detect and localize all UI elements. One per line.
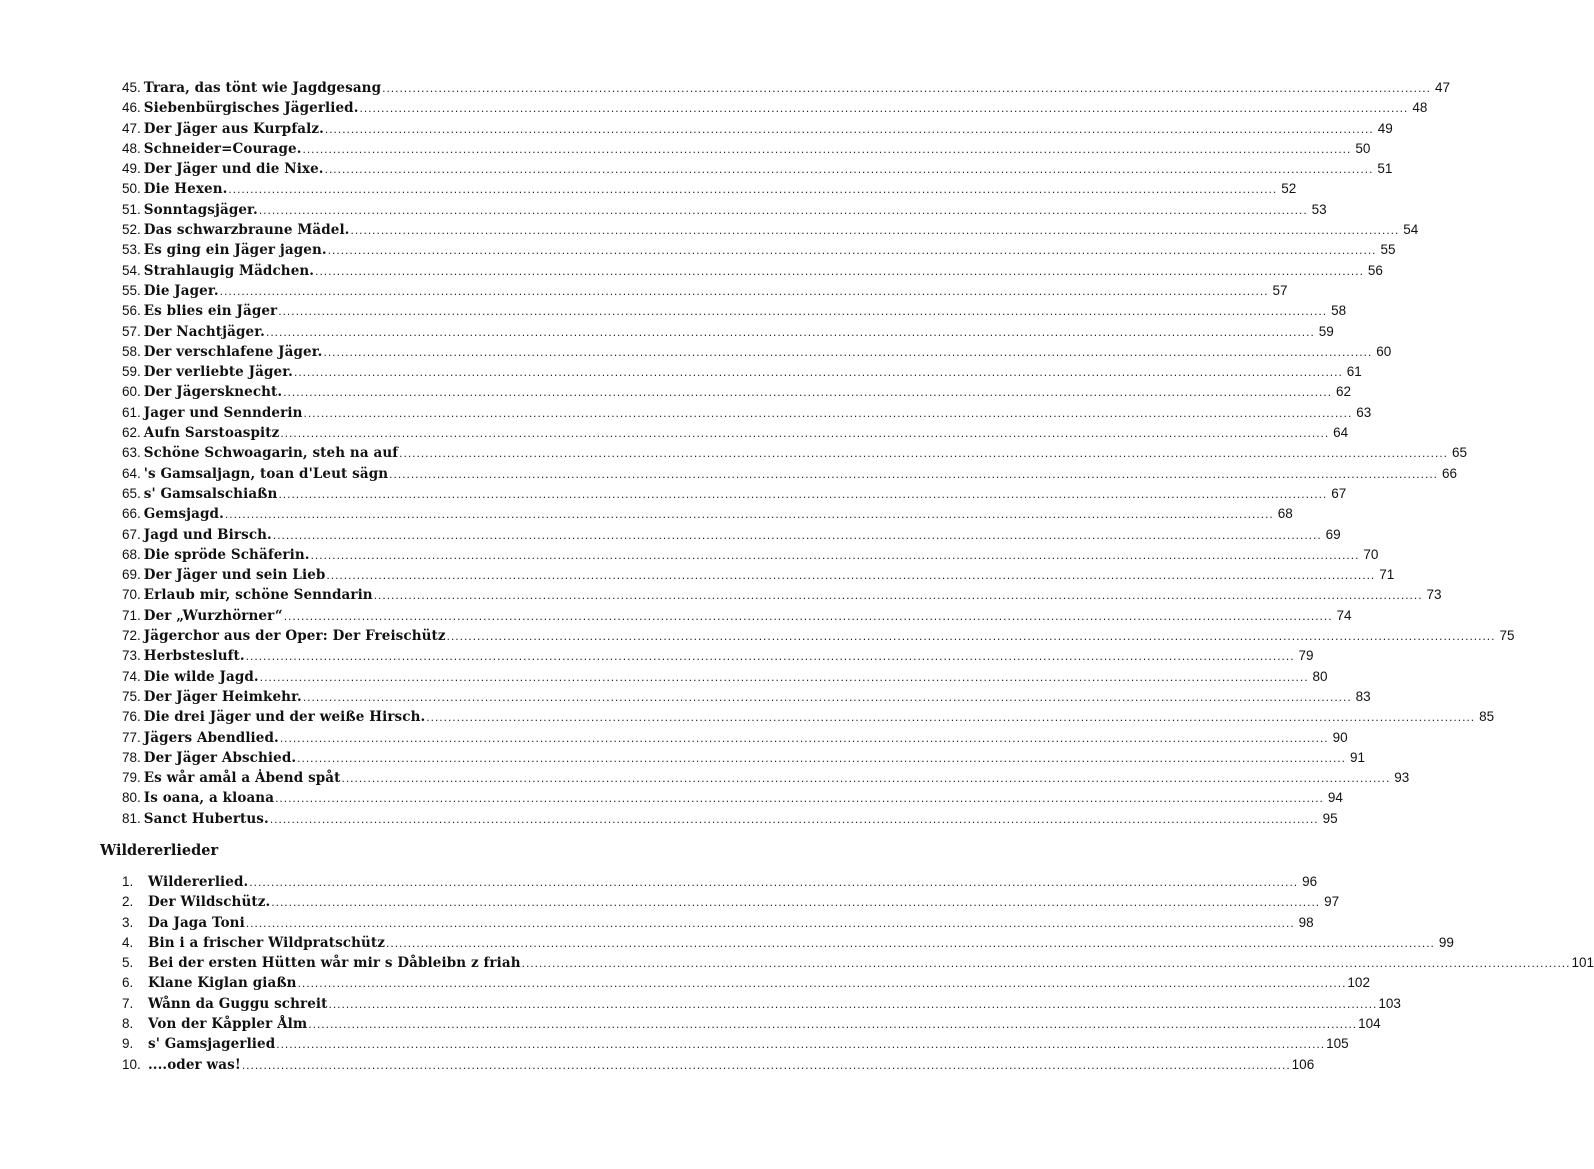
- toc-entry: [122, 872, 1318, 892]
- entry-page-number: 63: [1356, 404, 1372, 420]
- entry-page-number: 74: [1336, 607, 1352, 623]
- entry-number: 56.: [122, 303, 141, 319]
- entry-number: 7.: [122, 995, 134, 1011]
- toc-entry: [122, 809, 1338, 829]
- entry-page-number: 105: [1326, 1036, 1349, 1052]
- entry-title: Der Wildschütz.: [148, 894, 271, 911]
- entry-title: s' Gamsjagerlied: [148, 1036, 276, 1053]
- toc-entry: [122, 504, 1293, 524]
- toc-entry: [122, 973, 1370, 993]
- entry-number: 10.: [122, 1056, 141, 1072]
- toc-entry: [122, 585, 1442, 605]
- entry-title: Jägerchor aus der Oper: Der Freischütz: [143, 628, 446, 645]
- entry-number: 52.: [122, 222, 141, 238]
- toc-entry: [122, 545, 1379, 565]
- toc-entry: [122, 261, 1383, 281]
- dot-leader: [522, 953, 1571, 973]
- entry-number: 65.: [122, 485, 141, 501]
- entry-page-number: 103: [1378, 995, 1401, 1011]
- dot-leader: [266, 322, 1315, 342]
- dot-leader: [360, 98, 1409, 118]
- entry-number: 53.: [122, 242, 141, 258]
- dot-leader: [271, 892, 1320, 912]
- entry-title: Die drei Jäger und der weiße Hirsch.: [143, 709, 426, 726]
- entry-title: Die wilde Jagd.: [143, 668, 259, 685]
- toc-entry: [122, 748, 1365, 768]
- entry-number: 66.: [122, 506, 141, 522]
- toc-entry: [122, 443, 1467, 463]
- entry-page-number: 83: [1355, 688, 1371, 704]
- entry-page-number: 50: [1355, 140, 1371, 156]
- toc-entry: [122, 728, 1348, 748]
- toc-entry: [122, 892, 1340, 912]
- entry-number: 60.: [122, 384, 141, 400]
- section-heading: Wildererlieder: [100, 842, 219, 859]
- entry-title: Erlaub mir, schöne Senndarin: [143, 587, 373, 604]
- entry-page-number: 90: [1332, 729, 1348, 745]
- entry-page-number: 64: [1333, 425, 1349, 441]
- entry-title: Der Jäger und sein Lieb: [143, 567, 326, 584]
- entry-page-number: 101: [1571, 955, 1594, 971]
- entry-page-number: 106: [1291, 1056, 1315, 1072]
- dot-leader: [270, 809, 1319, 829]
- entry-page-number: 94: [1327, 790, 1343, 806]
- entry-number: 1.: [122, 874, 134, 889]
- entry-number: 50.: [122, 181, 141, 197]
- dot-leader: [323, 342, 1372, 362]
- entry-page-number: 93: [1394, 770, 1410, 786]
- dot-leader: [382, 78, 1431, 98]
- toc-entry: [122, 342, 1392, 362]
- entry-number: 2.: [122, 894, 134, 910]
- entry-page-number: 96: [1302, 874, 1318, 889]
- entry-title: Herbstesluft.: [143, 648, 245, 665]
- dot-leader: [326, 565, 1375, 585]
- dot-leader: [303, 139, 1352, 159]
- entry-title: Der verliebte Jäger.: [143, 364, 293, 381]
- entry-title: Es ging ein Jäger jagen.: [143, 242, 327, 259]
- entry-page-number: 55: [1380, 242, 1396, 258]
- toc-entry: [122, 1034, 1349, 1054]
- entry-number: 54.: [122, 262, 141, 278]
- entry-page-number: 102: [1347, 975, 1370, 991]
- entry-title: 's Gamsaljagn, toan d'Leut sägn: [143, 465, 389, 482]
- entry-number: 48.: [122, 140, 141, 156]
- entry-title: Das schwarzbraune Mädel.: [143, 222, 350, 239]
- entry-title: Schneider=Courage.: [143, 140, 302, 157]
- dot-leader: [278, 484, 1327, 504]
- entry-number: 5.: [122, 955, 134, 971]
- toc-entry: [122, 78, 1450, 98]
- entry-number: 47.: [122, 120, 141, 136]
- entry-number: 51.: [122, 201, 141, 217]
- toc-entry: [122, 119, 1393, 139]
- dot-leader: [447, 626, 1496, 646]
- dot-leader: [351, 220, 1400, 240]
- entry-page-number: 65: [1451, 445, 1467, 461]
- entry-number: 68.: [122, 546, 141, 562]
- toc-entry: [122, 1055, 1315, 1075]
- entry-title: s' Gamsalschiaßn: [143, 485, 278, 502]
- entry-title: Der „Wurzhörner“: [143, 607, 283, 624]
- entry-number: 75.: [122, 688, 141, 704]
- entry-title: Strahlaugig Mädchen.: [143, 262, 315, 279]
- toc-entry: [122, 98, 1428, 118]
- dot-leader: [399, 443, 1448, 463]
- dot-leader: [325, 159, 1374, 179]
- entry-number: 8.: [122, 1016, 134, 1032]
- entry-page-number: 62: [1336, 384, 1352, 400]
- entry-title: Wildererlied.: [148, 874, 249, 890]
- entry-number: 81.: [122, 810, 141, 826]
- dot-leader: [374, 585, 1423, 605]
- entry-page-number: 80: [1312, 668, 1328, 684]
- toc-list-jaegerlieder: [122, 78, 1515, 829]
- dot-leader: [242, 1055, 1291, 1075]
- entry-number: 58.: [122, 343, 141, 359]
- toc-entry: [122, 626, 1515, 646]
- entry-title: Der Jäger aus Kurpfalz.: [143, 120, 324, 137]
- entry-number: 45.: [122, 80, 141, 95]
- entry-page-number: 85: [1479, 709, 1495, 725]
- entry-number: 3.: [122, 914, 134, 930]
- dot-leader: [259, 200, 1308, 220]
- entry-number: 70.: [122, 587, 141, 603]
- toc-entry: [122, 403, 1372, 423]
- entry-number: 55.: [122, 282, 141, 298]
- entry-title: Schöne Schwoagarin, steh na auf: [143, 445, 399, 462]
- entry-page-number: 61: [1346, 364, 1362, 380]
- dot-leader: [315, 261, 1364, 281]
- dot-leader: [228, 179, 1277, 199]
- entry-title: Der Nachtjäger.: [143, 323, 265, 340]
- entry-title: Die Jager.: [143, 282, 219, 299]
- dot-leader: [246, 913, 1295, 933]
- entry-page-number: 60: [1376, 343, 1392, 359]
- entry-title: Sanct Hubertus.: [143, 810, 269, 827]
- entry-title: Die spröde Schäferin.: [143, 546, 310, 563]
- entry-title: Jägers Abendlied.: [143, 729, 279, 746]
- entry-title: Siebenbürgisches Jägerlied.: [143, 100, 359, 117]
- entry-number: 57.: [122, 323, 141, 339]
- toc-entry: [122, 362, 1362, 382]
- entry-number: 62.: [122, 425, 141, 441]
- entry-number: 49.: [122, 161, 141, 177]
- dot-leader: [298, 973, 1347, 993]
- entry-page-number: 104: [1358, 1016, 1381, 1032]
- dot-leader: [273, 525, 1322, 545]
- dot-leader: [303, 687, 1352, 707]
- toc-entry: [122, 913, 1314, 933]
- entry-page-number: 48: [1412, 100, 1428, 116]
- entry-title: ....oder was!: [148, 1056, 241, 1073]
- toc-entry: [122, 606, 1352, 626]
- toc-entry: [122, 484, 1347, 504]
- toc-entry: [122, 768, 1410, 788]
- entry-number: 73.: [122, 648, 141, 664]
- entry-title: Es wår amål a Ȧbend spåt: [143, 770, 341, 787]
- toc-entry: [122, 707, 1495, 727]
- entry-page-number: 49: [1377, 120, 1393, 136]
- entry-number: 9.: [122, 1036, 134, 1052]
- toc-entry: [122, 464, 1457, 484]
- dot-leader: [342, 768, 1391, 788]
- entry-number: 46.: [122, 100, 141, 116]
- dot-leader: [325, 119, 1374, 139]
- toc-entry: [122, 322, 1334, 342]
- entry-page-number: 54: [1403, 222, 1419, 238]
- dot-leader: [225, 504, 1274, 524]
- entry-page-number: 75: [1499, 628, 1515, 644]
- entry-title: Trara, das tönt wie Jagdgesang: [143, 80, 382, 96]
- entry-title: Bei der ersten Hütten wår mir s Dåbleibn z friah: [148, 955, 521, 972]
- dot-leader: [278, 301, 1327, 321]
- toc-entry: [122, 179, 1297, 199]
- entry-number: 67.: [122, 526, 141, 542]
- entry-title: Aufn Sarstoaspitz: [143, 425, 280, 442]
- entry-title: Der Jäger und die Nixe.: [143, 161, 324, 178]
- entry-page-number: 99: [1438, 934, 1454, 950]
- toc-entry: [122, 423, 1349, 443]
- dot-leader: [260, 667, 1309, 687]
- entry-number: 77.: [122, 729, 141, 745]
- entry-number: 79.: [122, 770, 141, 786]
- entry-title: Bin i a frischer Wildpratschütz: [148, 934, 386, 951]
- entry-title: Is oana, a kloana: [143, 790, 275, 807]
- entry-page-number: 68: [1277, 506, 1293, 522]
- entry-title: Gemsjagd.: [143, 506, 224, 523]
- entry-title: Der Jäger Heimkehr.: [143, 688, 302, 705]
- entry-title: Klane Kiglan giaßn: [148, 975, 297, 992]
- dot-leader: [386, 933, 1435, 953]
- entry-title: Der Jäger Abschied.: [143, 749, 297, 766]
- entry-number: 4.: [122, 934, 134, 950]
- entry-title: Jager und Sennderin: [143, 404, 303, 421]
- entry-page-number: 73: [1426, 587, 1442, 603]
- toc-entry: [122, 159, 1393, 179]
- entry-page-number: 97: [1324, 894, 1340, 910]
- dot-leader: [328, 240, 1377, 260]
- entry-number: 69.: [122, 567, 141, 583]
- toc-entry: [122, 994, 1401, 1014]
- entry-page-number: 91: [1349, 749, 1365, 765]
- dot-leader: [280, 728, 1329, 748]
- toc-entry: [122, 382, 1352, 402]
- dot-leader: [246, 646, 1295, 666]
- toc-entry: [122, 301, 1347, 321]
- entry-page-number: 69: [1325, 526, 1341, 542]
- dot-leader: [283, 382, 1332, 402]
- dot-leader: [249, 872, 1298, 892]
- toc-entry: [122, 646, 1314, 666]
- entry-page-number: 47: [1434, 80, 1450, 95]
- toc-list-wildererlieder: [122, 872, 1594, 1075]
- entry-number: 78.: [122, 749, 141, 765]
- entry-number: 63.: [122, 445, 141, 461]
- dot-leader: [308, 1014, 1357, 1034]
- dot-leader: [329, 994, 1378, 1014]
- entry-number: 80.: [122, 790, 141, 806]
- entry-number: 72.: [122, 628, 141, 644]
- entry-page-number: 57: [1272, 282, 1288, 298]
- entry-number: 6.: [122, 975, 134, 991]
- entry-title: Es blies ein Jäger: [143, 303, 278, 320]
- entry-number: 61.: [122, 404, 141, 420]
- entry-title: Die Hexen.: [143, 181, 228, 198]
- dot-leader: [303, 403, 1352, 423]
- entry-page-number: 58: [1331, 303, 1347, 319]
- dot-leader: [276, 1034, 1325, 1054]
- entry-page-number: 71: [1379, 567, 1395, 583]
- toc-entry: [122, 200, 1327, 220]
- dot-leader: [294, 362, 1343, 382]
- entry-page-number: 70: [1363, 546, 1379, 562]
- entry-number: 76.: [122, 709, 141, 725]
- toc-entry: [122, 788, 1343, 808]
- toc-entry: [122, 667, 1328, 687]
- toc-entry: [122, 933, 1454, 953]
- toc-entry: [122, 1014, 1381, 1034]
- entry-page-number: 59: [1318, 323, 1334, 339]
- toc-entry: [122, 281, 1288, 301]
- dot-leader: [220, 281, 1269, 301]
- entry-title: Der Jägersknecht.: [143, 384, 283, 401]
- dot-leader: [389, 464, 1438, 484]
- toc-entry: [122, 525, 1341, 545]
- entry-title: Von der Kåppler Ålm: [148, 1016, 308, 1033]
- dot-leader: [280, 423, 1329, 443]
- toc-entry: [122, 240, 1396, 260]
- toc-entry: [122, 139, 1371, 159]
- dot-leader: [275, 788, 1324, 808]
- entry-page-number: 51: [1377, 161, 1393, 177]
- entry-page-number: 56: [1367, 262, 1383, 278]
- entry-title: Da Jaga Toni: [148, 914, 245, 931]
- entry-title: Sonntagsjäger.: [143, 201, 258, 218]
- entry-number: 59.: [122, 364, 141, 380]
- dot-leader: [311, 545, 1360, 565]
- entry-page-number: 98: [1298, 914, 1314, 930]
- entry-number: 71.: [122, 607, 141, 623]
- entry-number: 74.: [122, 668, 141, 684]
- dot-leader: [284, 606, 1333, 626]
- entry-number: 64.: [122, 465, 141, 481]
- entry-title: Der verschlafene Jäger.: [143, 343, 323, 360]
- toc-entry: [122, 953, 1594, 973]
- entry-page-number: 67: [1331, 485, 1347, 501]
- entry-page-number: 53: [1311, 201, 1327, 217]
- entry-page-number: 79: [1298, 648, 1314, 664]
- entry-title: Wånn da Guggu schreit: [148, 995, 328, 1012]
- entry-page-number: 52: [1281, 181, 1297, 197]
- entry-page-number: 95: [1322, 810, 1338, 826]
- toc-entry: [122, 687, 1371, 707]
- entry-page-number: 66: [1441, 465, 1457, 481]
- toc-entry: [122, 565, 1395, 585]
- dot-leader: [297, 748, 1346, 768]
- entry-title: Jagd und Birsch.: [143, 526, 272, 543]
- toc-entry: [122, 220, 1419, 240]
- dot-leader: [426, 707, 1475, 727]
